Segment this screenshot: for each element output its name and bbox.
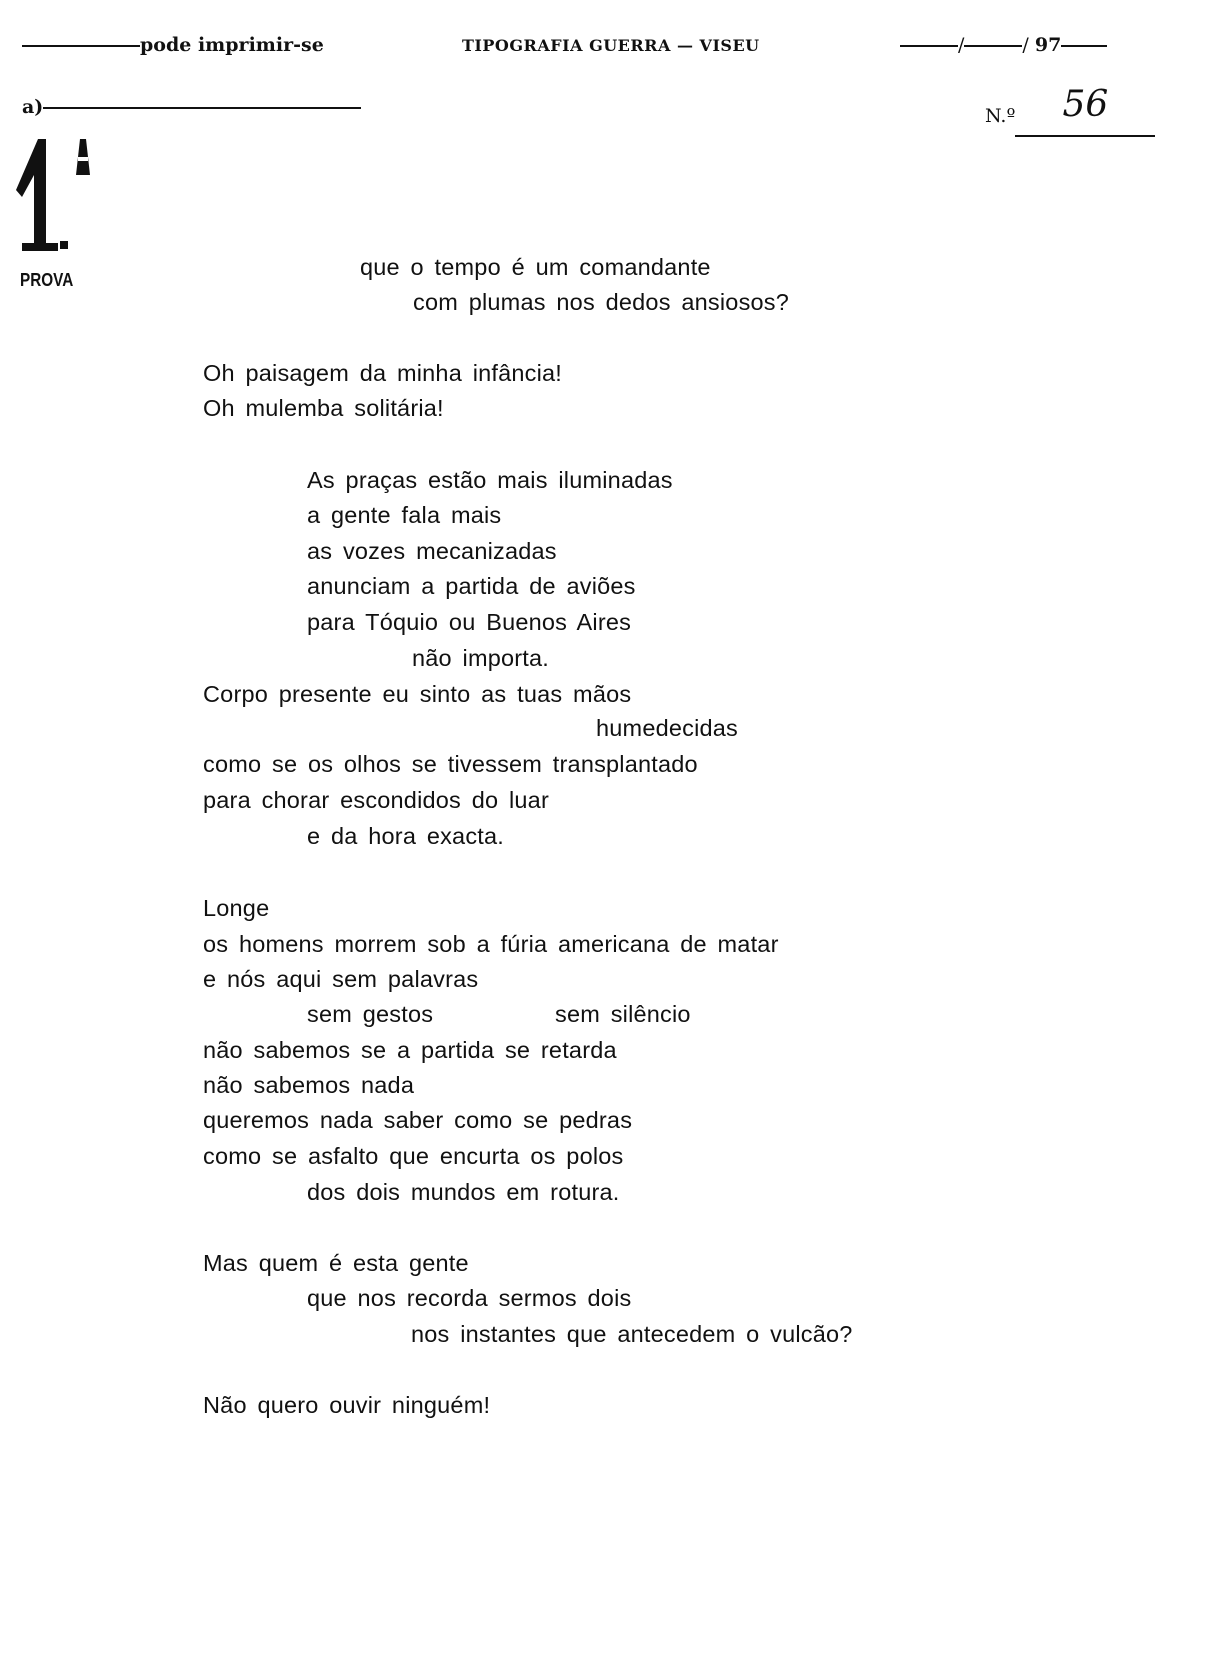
poem-line: como se os olhos se tivessem transplantado bbox=[203, 751, 698, 777]
poem-line: e da hora exacta. bbox=[307, 823, 504, 849]
poem-line: sem gestos bbox=[307, 1001, 434, 1027]
poem-line: não sabemos nada bbox=[203, 1072, 415, 1098]
poem-line: anunciam a partida de aviões bbox=[307, 573, 636, 599]
imprimir-label: pode imprimir-se bbox=[140, 34, 324, 56]
poem-line: que nos recorda sermos dois bbox=[307, 1285, 632, 1311]
poem-line: para chorar escondidos do luar bbox=[203, 787, 549, 813]
poem-line: não importa. bbox=[412, 645, 550, 671]
poem-line: queremos nada saber como se pedras bbox=[203, 1107, 633, 1133]
poem-line: As praças estão mais iluminadas bbox=[307, 467, 673, 493]
poem-line: os homens morrem sob a fúria americana de matar bbox=[203, 931, 779, 957]
poem-line: Oh mulemba solitária! bbox=[203, 395, 444, 421]
year-label: 97 bbox=[1034, 34, 1062, 56]
number-label: N.º bbox=[985, 105, 1016, 127]
poem-line: humedecidas bbox=[596, 715, 738, 741]
poem-line: sem silêncio bbox=[555, 1001, 691, 1027]
poem-line: não sabemos se a partida se retarda bbox=[203, 1037, 617, 1063]
proof-label: PROVA bbox=[20, 270, 74, 290]
poem-line: que o tempo é um comandante bbox=[360, 254, 711, 280]
poem-line: Corpo presente eu sinto as tuas mãos bbox=[203, 681, 632, 707]
printer-name: TIPOGRAFIA GUERRA — VISEU bbox=[462, 36, 760, 55]
poem-line: a gente fala mais bbox=[307, 502, 502, 528]
poem-line: com plumas nos dedos ansiosos? bbox=[413, 289, 790, 315]
poem-line: Mas quem é esta gente bbox=[203, 1250, 469, 1276]
poem-line: Não quero ouvir ninguém! bbox=[203, 1392, 491, 1418]
poem-line: as vozes mecanizadas bbox=[307, 538, 557, 564]
poem-line: Longe bbox=[203, 895, 270, 921]
date-slash: / bbox=[1022, 34, 1029, 56]
date-slash: / bbox=[958, 34, 965, 56]
number-handwritten: 56 bbox=[1062, 84, 1109, 125]
poem-line: como se asfalto que encurta os polos bbox=[203, 1143, 624, 1169]
a-label: a) bbox=[22, 96, 44, 118]
poem-line: nos instantes que antecedem o vulcão? bbox=[411, 1321, 853, 1347]
poem-line: dos dois mundos em rotura. bbox=[307, 1179, 620, 1205]
poem-line: Oh paisagem da minha infância! bbox=[203, 360, 563, 386]
poem-line: e nós aqui sem palavras bbox=[203, 966, 479, 992]
poem-line: para Tóquio ou Buenos Aires bbox=[307, 609, 632, 635]
